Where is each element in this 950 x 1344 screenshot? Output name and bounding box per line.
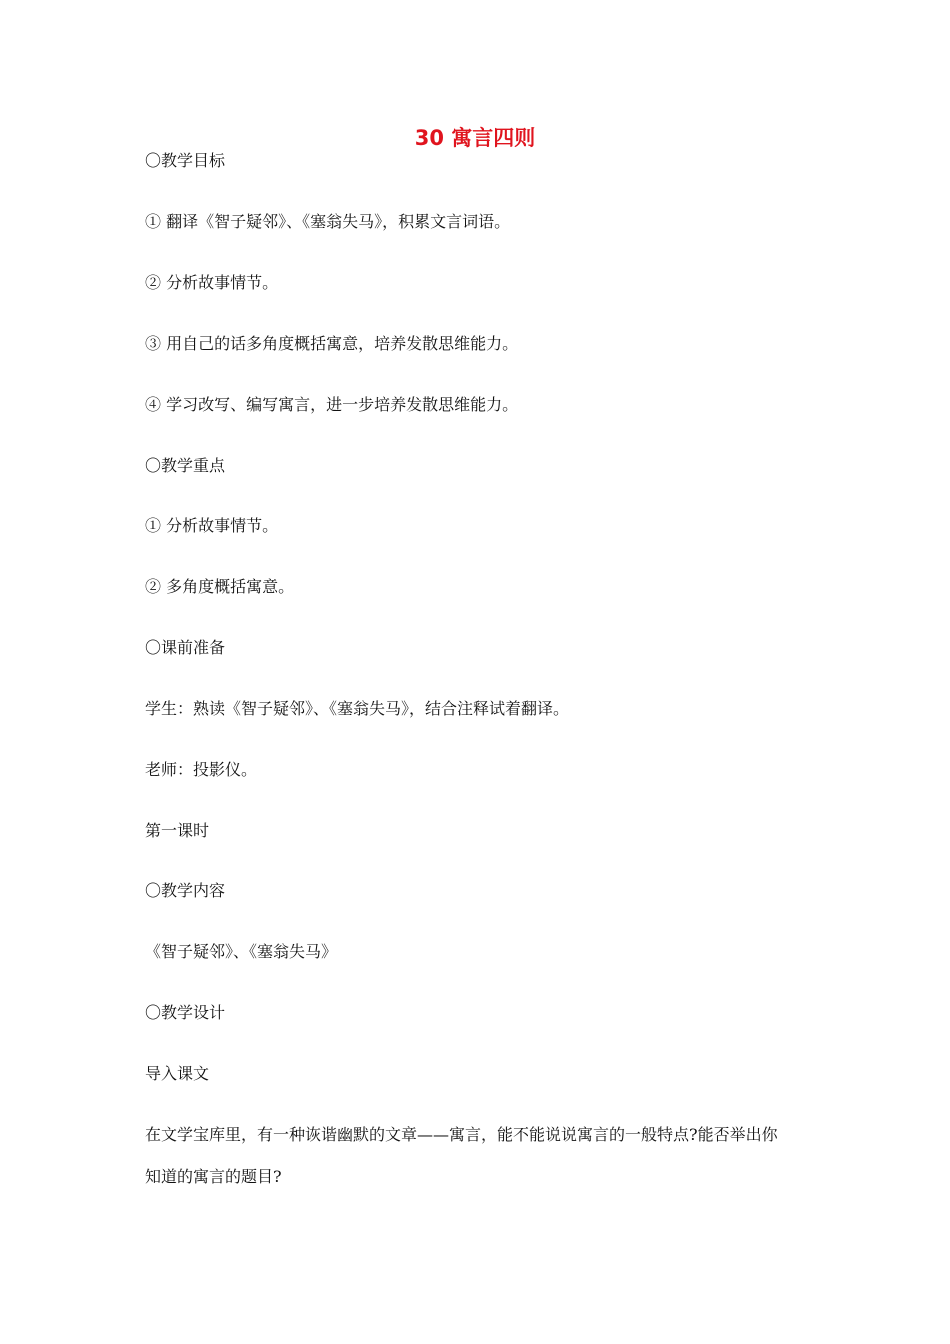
section-heading-design: 〇教学设计	[145, 1003, 226, 1022]
preparation-teacher: 老师：投影仪。	[145, 760, 258, 779]
content-texts: 《智子疑邻》、《塞翁失马》	[145, 942, 338, 961]
intro-heading: 导入课文	[145, 1064, 210, 1083]
intro-paragraph-line-1: 在文学宝库里，有一种诙谐幽默的文章——寓言，能不能说说寓言的一般特点?能否举出你	[145, 1125, 778, 1144]
key-point-item-2: ② 多角度概括寓意。	[145, 577, 295, 596]
document-title: 30 寓言四则	[414, 126, 536, 150]
preparation-students: 学生：熟读《智子疑邻》、《塞翁失马》，结合注释试着翻译。	[145, 699, 570, 718]
objective-item-4: ④ 学习改写、编写寓言，进一步培养发散思维能力。	[145, 395, 519, 414]
section-heading-preparation: 〇课前准备	[145, 638, 226, 657]
key-point-item-1: ① 分析故事情节。	[145, 516, 279, 535]
intro-paragraph-line-2: 知道的寓言的题目?	[145, 1167, 282, 1186]
lesson-period-heading: 第一课时	[145, 821, 210, 840]
intro-paragraph	[145, 1120, 815, 1192]
section-heading-objectives: 〇教学目标	[145, 151, 226, 170]
objective-item-2: ② 分析故事情节。	[145, 273, 279, 292]
section-heading-content: 〇教学内容	[145, 881, 226, 900]
objective-item-1: ① 翻译《智子疑邻》、《塞翁失马》，积累文言词语。	[145, 212, 511, 231]
objective-item-3: ③ 用自己的话多角度概括寓意，培养发散思维能力。	[145, 334, 519, 353]
section-heading-key-points: 〇教学重点	[145, 456, 226, 475]
